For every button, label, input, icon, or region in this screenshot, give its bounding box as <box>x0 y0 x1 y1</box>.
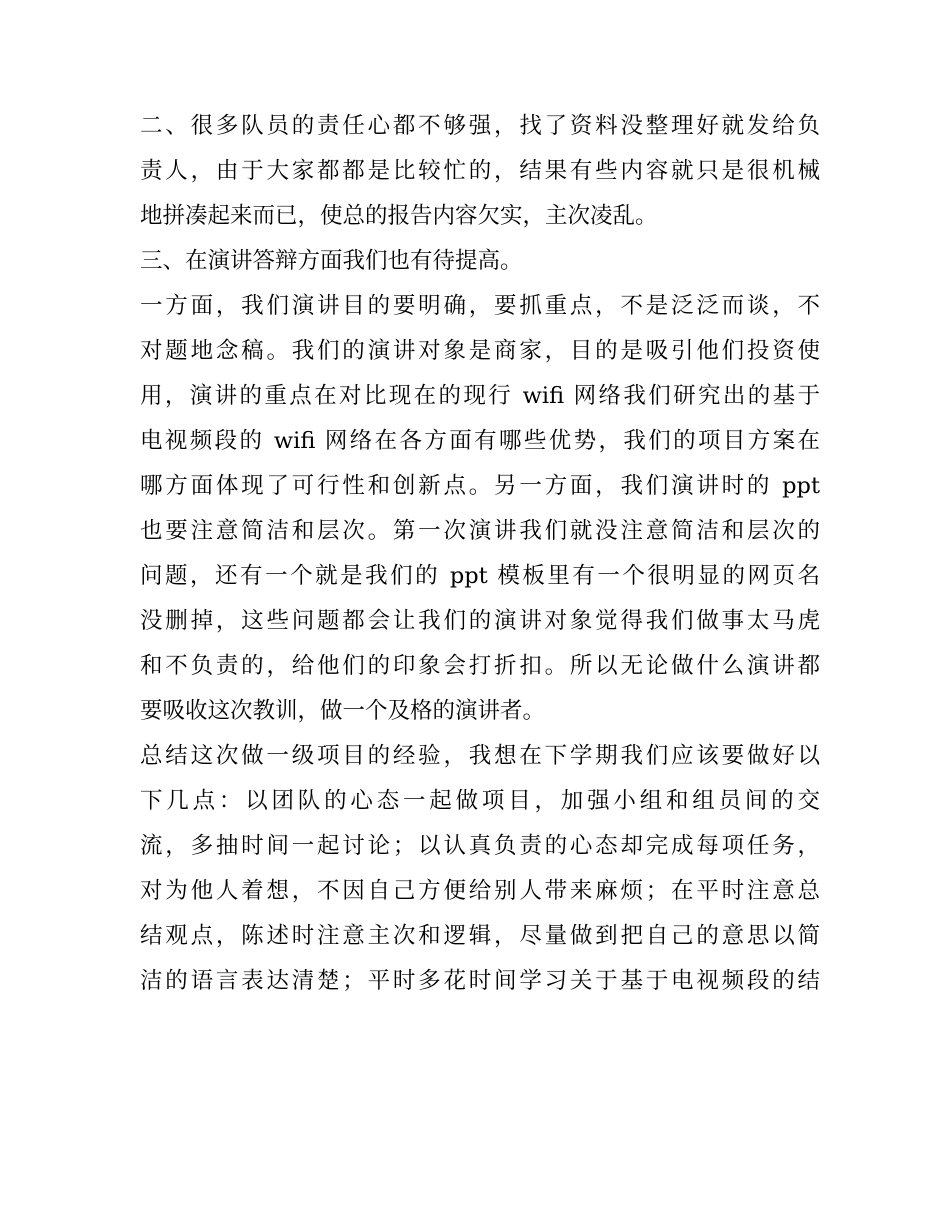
paragraph-3-line-1: 一方面，我们演讲目的要明确，要抓重点，不是泛泛而谈，不 <box>140 293 820 319</box>
paragraph-4-line-1: 总结这次做一级项目的经验，我想在下学期我们应该要做好以 <box>140 743 820 769</box>
paragraph-1-line-2: 责人，由于大家都都是比较忙的，结果有些内容就只是很机械 <box>140 158 820 184</box>
paragraph-3-line-3: 用，演讲的重点在对比现在的现行 wifi 网络我们研究出的基于 <box>140 383 820 409</box>
paragraph-2-line-1: 三、在演讲答辩方面我们也有待提高。 <box>140 248 523 274</box>
paragraph-4-line-5: 结观点，陈述时注意主次和逻辑，尽量做到把自己的意思以简 <box>140 923 820 949</box>
document-body <box>140 104 820 1004</box>
paragraph-3-line-4: 电视频段的 wifi 网络在各方面有哪些优势，我们的项目方案在 <box>140 428 820 454</box>
paragraph-4-line-2: 下几点：以团队的心态一起做项目，加强小组和组员间的交 <box>140 788 820 814</box>
paragraph-1-line-1: 二、很多队员的责任心都不够强，找了资料没整理好就发给负 <box>140 113 820 139</box>
paragraph-3-line-2: 对题地念稿。我们的演讲对象是商家，目的是吸引他们投资使 <box>140 338 820 364</box>
paragraph-4-line-3: 流，多抽时间一起讨论；以认真负责的心态却完成每项任务， <box>140 833 820 859</box>
paragraph-3-line-6: 也要注意简洁和层次。第一次演讲我们就没注意简洁和层次的 <box>140 518 820 544</box>
paragraph-3-line-7: 问题，还有一个就是我们的 ppt 模板里有一个很明显的网页名 <box>140 563 820 589</box>
paragraph-3-line-10: 要吸收这次教训，做一个及格的演讲者。 <box>140 698 546 724</box>
paragraph-1-line-3: 地拼凑起来而已，使总的报告内容欠实，主次凌乱。 <box>140 203 658 229</box>
paragraph-3-line-5: 哪方面体现了可行性和创新点。另一方面，我们演讲时的 ppt <box>140 473 820 499</box>
paragraph-4-line-4: 对为他人着想，不因自己方便给别人带来麻烦；在平时注意总 <box>140 878 820 904</box>
paragraph-4-line-6: 洁的语言表达清楚；平时多花时间学习关于基于电视频段的结 <box>140 968 820 994</box>
paragraph-3-line-8: 没删掉，这些问题都会让我们的演讲对象觉得我们做事太马虎 <box>140 608 820 634</box>
paragraph-3-line-9: 和不负责的，给他们的印象会打折扣。所以无论做什么演讲都 <box>140 653 820 679</box>
